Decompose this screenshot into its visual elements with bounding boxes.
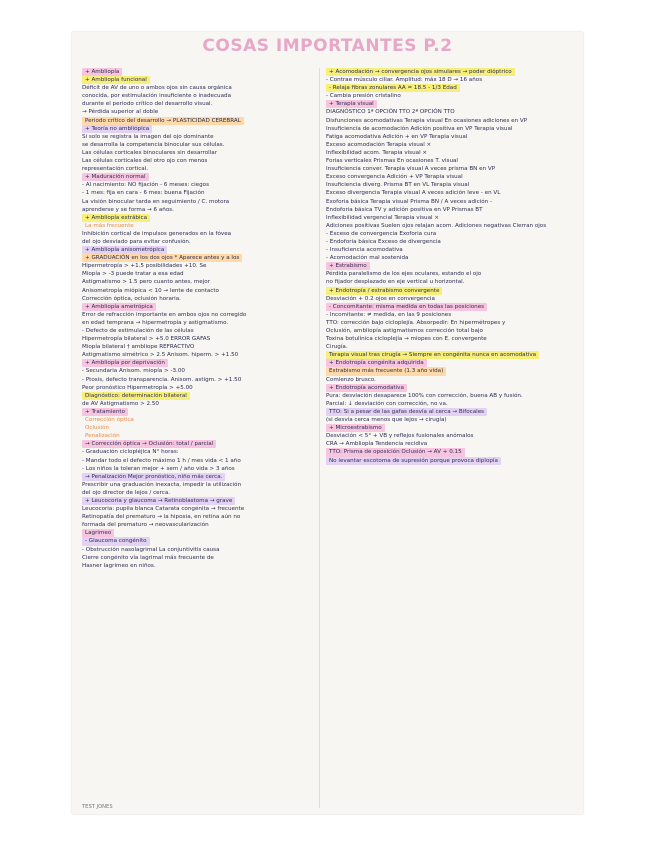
left-note-line	[82, 537, 319, 545]
note-text: + Ambliopía por deprivación	[82, 359, 168, 367]
right-note-line	[326, 117, 576, 125]
note-text: - Cambia presión cristalino	[326, 93, 401, 100]
left-note-line	[82, 149, 319, 157]
left-note-line	[82, 68, 319, 76]
note-text: Desviación < 5° + VB y reflejos fusionales anómalos	[326, 433, 474, 440]
note-text: La visión binocular tarda en seguimiento / C. motora	[82, 198, 230, 205]
note-text: Miopía > -3 puede tratar a esa edad	[82, 271, 184, 278]
left-note-line	[82, 473, 319, 481]
note-text: representación cortical.	[82, 166, 149, 173]
note-text: Lagrimeo	[82, 529, 114, 537]
note-text: formada del prematuro → neovascularización	[82, 522, 209, 529]
note-text: Inhibición cortical de impulsos generados en la fóvea	[82, 230, 232, 237]
note-text: + Maduración normal	[82, 173, 149, 181]
left-note-line	[82, 554, 319, 562]
note-text: Pura: desviación desaparece 100% con corrección, buena AB y fusión.	[326, 392, 523, 399]
note-text: + Tratamiento	[82, 408, 128, 416]
note-text: + Ambliopía ametrópica	[82, 303, 156, 311]
note-text: - Graduación ciclopléjica N° horas:	[82, 449, 179, 456]
left-note-line	[82, 351, 319, 359]
note-text: Disfunciones acomodativas Terapia visual En ocasiones adiciones en VP	[326, 117, 528, 124]
right-note-line	[326, 68, 576, 76]
note-text: Las células corticales binoculares sin desarrollar	[82, 149, 218, 156]
left-note-line	[82, 497, 319, 505]
left-note-line	[82, 546, 319, 554]
note-text: - Acomodación mal sostenida	[326, 255, 409, 262]
left-note-line	[82, 400, 319, 408]
footer-note: TEST JONES	[82, 804, 113, 810]
right-note-line	[326, 376, 576, 384]
right-note-line	[326, 408, 576, 416]
note-text: + GRADUACIÓN en los dos ojos * Aparece antes y a los	[82, 254, 242, 262]
note-text: + Endotropía / estrabismo convergente	[326, 287, 442, 295]
note-text: Insuficiencia de acomodación Adición positiva en VP Terapia visual	[326, 125, 513, 132]
left-note-line	[82, 376, 319, 384]
left-note-line	[82, 335, 319, 343]
right-note-line	[326, 440, 576, 448]
right-note-line	[326, 133, 576, 141]
left-note-line	[82, 359, 319, 367]
left-note-line	[82, 384, 319, 392]
right-note-line	[326, 384, 576, 392]
note-text: Leucocoria: pupila blanca Catarata congénita → frecuente	[82, 506, 245, 513]
note-text: Terapia visual tras cirugía → Siempre en congénita nunca en acomodativa	[326, 351, 539, 359]
note-text: TTO: corrección bajo cicloplejía. Absorpedir: En hipermétropes y	[326, 319, 506, 326]
left-note-line	[82, 206, 319, 214]
note-text: - Al nacimiento: NO fijación - 6 meses: ciegos	[82, 182, 209, 189]
note-text: Oclusión	[85, 425, 110, 432]
right-note-line	[326, 416, 576, 424]
note-text: Anisometropía miópica < 10 → lente de contacto	[82, 287, 219, 294]
right-note-line	[326, 149, 576, 157]
note-text: Exceso divergencia Terapia visual A veces adición leve - en VL	[326, 190, 501, 197]
note-text: - Exceso de convergencia Exoforia cura	[326, 230, 437, 237]
left-note-line	[82, 100, 319, 108]
right-note-line	[326, 238, 576, 246]
right-note-line	[326, 262, 576, 270]
note-text: - Insuficiencia acomodativa	[326, 247, 403, 254]
left-note-line	[82, 440, 319, 448]
column-divider	[319, 68, 320, 808]
right-note-line	[326, 76, 576, 84]
note-text: aprenderse y se forma → 6 años.	[82, 206, 174, 213]
note-text: Forias verticales Prismas En ocasiones T. visual	[326, 158, 458, 165]
left-note-line	[82, 319, 319, 327]
note-text: - Mandar todo el defecto máximo 1 h / mes vida < 1 año	[82, 457, 241, 464]
right-note-line	[326, 319, 576, 327]
left-note-line	[82, 303, 319, 311]
left-note-line	[82, 173, 319, 181]
right-note-line	[326, 157, 576, 165]
note-text: + Ambliopía anisometrópica	[82, 246, 167, 254]
note-text: - Glaucoma congénito	[82, 537, 150, 545]
left-note-line	[82, 189, 319, 197]
note-text: Penalización	[85, 433, 120, 440]
note-text: Astigmatismo simétrico > 2.5 Anisom. hiperm. > +1.50	[82, 352, 239, 359]
right-note-line	[326, 311, 576, 319]
left-note-line	[82, 108, 319, 116]
right-note-line	[326, 351, 576, 359]
right-note-line	[326, 141, 576, 149]
left-note-line	[82, 262, 319, 270]
right-note-line	[326, 392, 576, 400]
left-note-line	[82, 521, 319, 529]
note-text: - Los niños la toleran mejor + sem / año vida > 3 años	[82, 465, 235, 472]
right-note-line	[326, 278, 576, 286]
note-text: Insuficiencia diverg. Prisma BT en VL Terapia visual	[326, 182, 470, 189]
note-text: + Ambliopía estrábica	[82, 214, 150, 222]
note-text: + Ambliopía funcional	[82, 76, 150, 84]
note-text: del ojo desviado para evitar confusión.	[82, 238, 191, 245]
left-note-line	[82, 529, 319, 537]
right-column	[326, 68, 576, 465]
note-text: Periodo crítico del desarrollo → PLASTICIDAD CEREBRAL	[82, 117, 244, 125]
note-text: Comienzo brusco.	[326, 376, 376, 383]
left-note-line	[82, 311, 319, 319]
note-text: se desarrolla la competencia binocular sus células.	[82, 141, 225, 148]
note-text: - Ptosis, defecto transparencia. Anisom. astigm. > +1.50	[82, 376, 242, 383]
note-text: Estrabismo más frecuente (1.3 año vida)	[326, 367, 446, 375]
right-note-line	[326, 214, 576, 222]
left-note-line	[82, 157, 319, 165]
note-text: Prescribir una graduación inexacta, impedir la utilización	[82, 481, 242, 488]
note-text: + Endotropía congénita adquirida	[326, 359, 427, 367]
right-note-line	[326, 448, 576, 456]
left-note-line	[82, 416, 319, 424]
right-note-line	[326, 230, 576, 238]
left-note-line	[82, 125, 319, 133]
note-text: + Endotropía acomodativa	[326, 384, 407, 392]
left-note-line	[82, 327, 319, 335]
right-note-line	[326, 189, 576, 197]
right-note-line	[326, 198, 576, 206]
note-text: → Pérdida superior al doble	[82, 109, 159, 116]
note-text: → Penalización Mejor pronóstico, niño más cerca.	[82, 473, 225, 481]
note-text: Exceso acomodación Terapia visual ×	[326, 141, 432, 148]
note-text: Adiciones positivas Suelen ojos relajan acom. Adiciones negativas Cierran ojos	[326, 222, 547, 229]
note-text: - 1 mes: fija en cara - 6 mes: buena Fijación	[82, 190, 205, 197]
right-note-line	[326, 359, 576, 367]
note-text: no fijador desplazado en eje vertical u horizontal.	[326, 279, 465, 286]
notes-page	[72, 32, 583, 814]
note-text: TTO: Prisma de oposición Oclusión → AV + 0.15	[326, 448, 465, 456]
left-note-line	[82, 270, 319, 278]
left-note-line	[82, 392, 319, 400]
note-text: del ojo director de lejos / cerca.	[82, 489, 171, 496]
right-note-line	[326, 424, 576, 432]
note-text: Déficit de AV de uno o ambos ojos sin causa orgánica	[82, 85, 232, 92]
left-note-line	[82, 198, 319, 206]
right-note-line	[326, 100, 576, 108]
right-note-line	[326, 108, 576, 116]
left-note-line	[82, 117, 319, 125]
right-note-line	[326, 432, 576, 440]
note-text: - Defecto de estimulación de las células	[82, 328, 194, 334]
left-note-line	[82, 278, 319, 286]
note-text: Oclusión, ambliopía astigmatismos corrección total bajo	[326, 328, 483, 334]
right-note-line	[326, 335, 576, 343]
right-note-line	[326, 222, 576, 230]
note-text: Corrección óptica	[85, 417, 134, 424]
note-text: Endoforia básica TV y adición positiva en VP Prismas BT	[326, 206, 483, 213]
left-note-line	[82, 76, 319, 84]
note-text: TTO: Si a pesar de las gafas desvía al cerca → Bifocales	[326, 408, 487, 416]
left-note-line	[82, 465, 319, 473]
note-text: Inflexibilidad acom. Terapia visual ×	[326, 149, 428, 156]
note-text: + Terapia visual	[326, 100, 377, 108]
note-text: Diagnóstico: determinación bilateral	[82, 392, 190, 400]
right-note-line	[326, 246, 576, 254]
note-text: Peor pronóstico Hipermetropía > +5.00	[82, 384, 193, 391]
left-note-line	[82, 489, 319, 497]
left-note-line	[82, 214, 319, 222]
right-note-line	[326, 400, 576, 408]
left-note-line	[82, 448, 319, 456]
note-text: Hipermetropía bilateral > +5.0 ERROR GAFAS	[82, 336, 211, 343]
note-text: Retinopatía del prematuro → la hipoxia, en retina aún no	[82, 514, 241, 521]
note-text: Cirugía.	[326, 344, 348, 351]
page-title: COSAS IMPORTANTES P.2	[202, 36, 453, 56]
left-note-line	[82, 343, 319, 351]
note-text: Toxina botulínica cicloplejía → miopes con E. convergente	[326, 336, 487, 343]
note-text: Las células corticales del otro ojo con menos	[82, 158, 208, 165]
note-text: Hasner lagrimeo en niños.	[82, 562, 156, 569]
note-text: Cierre congénito vía lagrimal más frecuente de	[82, 554, 214, 561]
left-note-line	[82, 84, 319, 92]
left-note-line	[82, 295, 319, 303]
left-note-line	[82, 562, 319, 570]
note-text: + Estrabismo	[326, 262, 370, 270]
left-note-line	[82, 133, 319, 141]
note-text: - Endoforia básica Exceso de divergencia	[326, 238, 441, 245]
left-note-line	[82, 408, 319, 416]
note-text: + Ambliopía	[82, 68, 122, 76]
left-note-line	[82, 246, 319, 254]
note-text: - Secundaria Anisom. miopía > -3.00	[82, 368, 185, 375]
left-note-line	[82, 92, 319, 100]
left-note-line	[82, 287, 319, 295]
note-text: Miopía bilateral † ambliope REFRACTIVO	[82, 344, 195, 351]
note-text: La más frecuente	[85, 222, 134, 229]
note-text: Corrección óptica, oclusión horaria.	[82, 295, 181, 302]
note-text: Pérdida paralelismo de los ejes oculares, estando el ojo	[326, 271, 482, 278]
right-note-line	[326, 303, 576, 311]
note-text: Error de refracción importante en ambos ojos no corregido	[82, 311, 247, 318]
left-note-line	[82, 424, 319, 432]
left-note-line	[82, 222, 319, 230]
left-note-line	[82, 254, 319, 262]
note-text: Exoforia básica Terapia visual Prisma BN / A veces adición -	[326, 198, 492, 205]
right-note-line	[326, 295, 576, 303]
right-note-line	[326, 270, 576, 278]
note-text: Fatiga acomodativa Adición + en VP Terapia visual	[326, 133, 468, 140]
right-note-line	[326, 254, 576, 262]
right-note-line	[326, 173, 576, 181]
left-note-line	[82, 165, 319, 173]
note-text: - Incomitante: ≠ medida, en las 9 posiciones	[326, 311, 452, 318]
left-column	[82, 68, 319, 570]
note-text: + Leucocoria y glaucoma → Retinoblastoma → grave	[82, 497, 235, 505]
note-text: + Teoría no ambliópica	[82, 125, 152, 133]
note-text: - Concomitante: misma medida en todas las posiciones	[326, 303, 487, 311]
note-text: de AV Astigmatismo > 2.50	[82, 400, 159, 407]
left-note-line	[82, 481, 319, 489]
note-text: DIAGNÓSTICO 1ª OPCIÓN TTO 2ª OPCIÓN TTO	[326, 109, 455, 116]
note-text: Si solo se registra la imagen del ojo dominante	[82, 133, 214, 140]
left-note-line	[82, 367, 319, 375]
left-note-line	[82, 141, 319, 149]
note-text: - Contrae músculo ciliar. Amplitud: máx 18 D → 16 años	[326, 77, 483, 84]
note-text: → Corrección óptica → Oclusión: total / parcial	[82, 440, 216, 448]
note-text: - Obstrucción nasolagrimal La conjuntivitis causa	[82, 546, 220, 553]
note-text: Inflexibilidad vergencial Terapia visual ×	[326, 214, 440, 221]
left-note-line	[82, 181, 319, 189]
note-text: Astigmatismo > 1.5 pero cuanto antes, mejor	[82, 279, 210, 286]
note-text: durante el periodo crítico del desarrollo visual.	[82, 101, 213, 108]
left-note-line	[82, 230, 319, 238]
left-note-line	[82, 238, 319, 246]
left-note-line	[82, 513, 319, 521]
note-text: Desviación + 0.2 ojos en convergencia	[326, 295, 435, 302]
right-note-line	[326, 125, 576, 133]
right-note-line	[326, 165, 576, 173]
note-text: No levantar escotoma de supresión porque provoca diplopía	[326, 457, 501, 465]
right-note-line	[326, 181, 576, 189]
note-text: (si desvía cerca menos que lejos → cirugía)	[326, 417, 447, 424]
note-text: CRA → Ambliopía Tendencia recidiva	[326, 441, 428, 448]
left-note-line	[82, 505, 319, 513]
note-text: + Acomodación → convergencia ojos simulares → poder dióptrico	[326, 68, 515, 76]
right-note-line	[326, 457, 576, 465]
note-text: Exceso convergencia Adición + VP Terapia visual	[326, 174, 463, 181]
right-note-line	[326, 327, 576, 335]
right-note-line	[326, 367, 576, 375]
note-text: Parcial: ↓ desviación con corrección, no va.	[326, 400, 448, 407]
note-text: + Microestrabismo	[326, 424, 385, 432]
note-text: Insuficiencia conver. Terapia visual A veces prisma BN en VP	[326, 166, 496, 173]
right-note-line	[326, 92, 576, 100]
note-text: en edad temprana → hipermetropía y astigmatismo.	[82, 319, 229, 326]
right-note-line	[326, 84, 576, 92]
note-text: Hipermetropía > +1.5 posibilidades +10. Se	[82, 263, 207, 270]
right-note-line	[326, 343, 576, 351]
note-text: conocida, por estimulación insuficiente o inadecuada	[82, 93, 231, 100]
left-note-line	[82, 432, 319, 440]
note-text: - Relaja fibras zonulares AA = 18.5 - 1/3 Edad	[326, 84, 460, 92]
right-note-line	[326, 287, 576, 295]
right-note-line	[326, 206, 576, 214]
left-note-line	[82, 457, 319, 465]
